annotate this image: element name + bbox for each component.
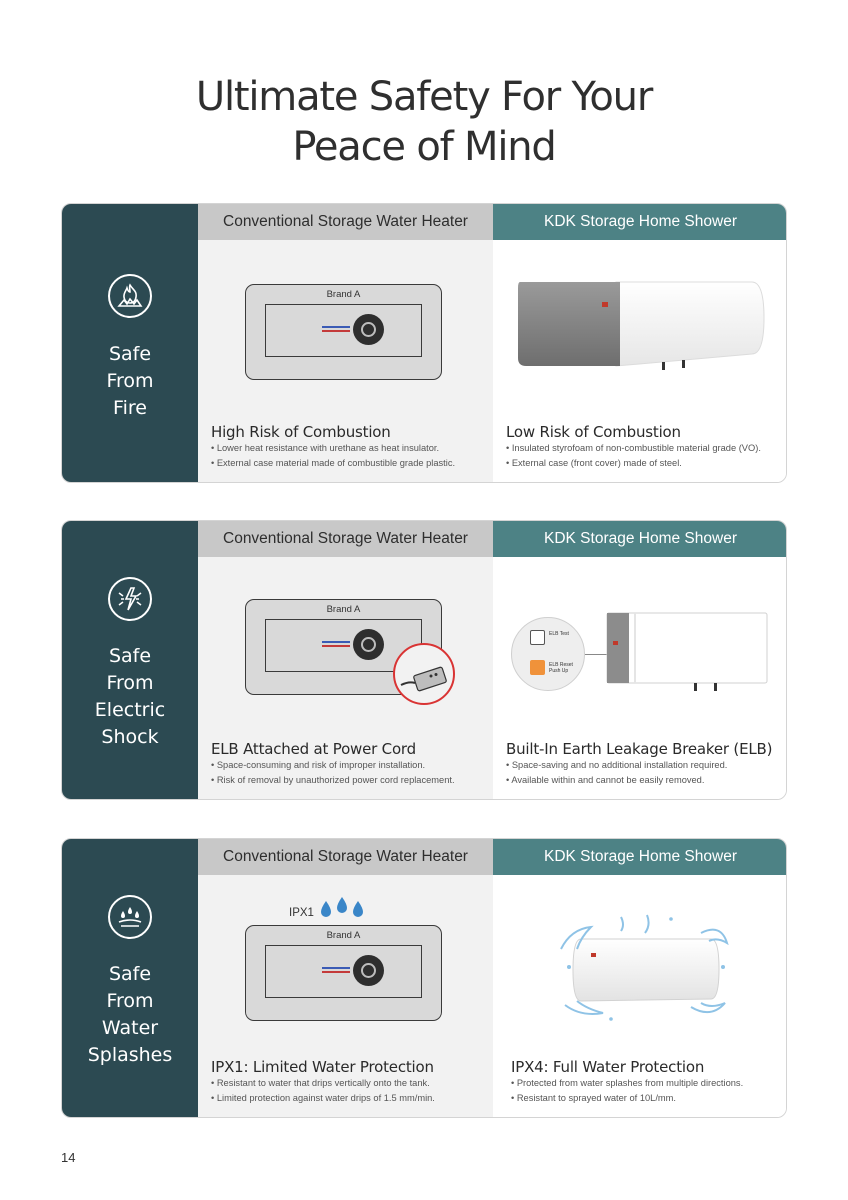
feature-title: Built-In Earth Leakage Breaker (ELB) <box>506 740 773 758</box>
feature-point: • Available within and cannot be easily removed. <box>506 775 705 785</box>
feature-point: • Risk of removal by unauthorized power cord replacement. <box>211 775 455 785</box>
kdk-panel <box>493 240 787 483</box>
feature-point: • Resistant to sprayed water of 10L/mm. <box>511 1093 676 1103</box>
temperature-lines-icon <box>322 326 350 333</box>
conventional-panel <box>198 557 493 800</box>
safety-card-water-splashes <box>61 838 787 1118</box>
side-label-line: From <box>106 672 154 694</box>
feature-point: • External case (front cover) made of steel. <box>506 458 682 468</box>
safety-card-fire <box>61 203 787 483</box>
side-label-line: From <box>106 370 154 392</box>
feature-point: • External case material made of combustible grade plastic. <box>211 458 456 468</box>
callout-line <box>585 654 607 655</box>
water-splash-icon <box>108 895 152 939</box>
kdk-tank-illustration <box>606 611 770 693</box>
feature-point: • Lower heat resistance with urethane as heat insulator. <box>211 443 440 453</box>
kdk-header: KDK Storage Home Shower <box>493 521 787 557</box>
side-label <box>62 643 198 751</box>
page-title-line-2: Peace of Mind <box>292 124 556 170</box>
side-label-line: From <box>106 990 154 1012</box>
elb-reset-label: ELB Reset Push Up <box>549 662 573 674</box>
elb-test-label: ELB Test <box>549 631 569 637</box>
conventional-header: Conventional Storage Water Heater <box>198 521 493 557</box>
temperature-lines-icon <box>322 967 350 974</box>
elb-test-button-icon <box>530 630 545 645</box>
page-number: 14 <box>61 1150 76 1165</box>
heater-control-panel <box>265 304 422 357</box>
kdk-header: KDK Storage Home Shower <box>493 839 787 875</box>
kdk-tank-splash-illustration <box>551 909 731 1029</box>
feature-title: IPX4: Full Water Protection <box>511 1058 705 1076</box>
feature-point: • Protected from water splashes from multiple directions. <box>511 1078 744 1088</box>
conventional-panel <box>198 240 493 483</box>
temperature-lines-icon <box>322 641 350 648</box>
page-title <box>0 72 848 172</box>
side-label-line: Safe <box>108 343 152 365</box>
control-knob-icon <box>353 955 384 986</box>
side-label-line: Fire <box>113 397 147 419</box>
feature-point: • Space-saving and no additional installation required. <box>506 760 728 770</box>
safety-card-electric-shock <box>61 520 787 800</box>
conventional-heater-illustration <box>245 925 442 1021</box>
brand-label: Brand A <box>326 289 361 300</box>
feature-title: ELB Attached at Power Cord <box>211 740 416 758</box>
side-label-line: Water <box>101 1017 159 1039</box>
conventional-heater-illustration <box>245 284 442 380</box>
kdk-panel <box>493 875 787 1118</box>
side-label-line: Shock <box>101 726 159 748</box>
kdk-header: KDK Storage Home Shower <box>493 204 787 240</box>
fire-icon <box>108 274 152 318</box>
feature-title: Low Risk of Combustion <box>506 423 681 441</box>
side-label-line: Safe <box>108 645 152 667</box>
side-panel <box>62 204 198 482</box>
control-knob-icon <box>353 314 384 345</box>
side-label-line: Safe <box>108 963 152 985</box>
ipx1-label: IPX1 <box>289 907 314 919</box>
feature-point: • Resistant to water that drips vertically onto the tank. <box>211 1078 430 1088</box>
side-panel <box>62 521 198 799</box>
heater-control-panel <box>265 945 422 998</box>
side-label-line: Electric <box>94 699 166 721</box>
water-drops-icon <box>318 897 370 921</box>
side-panel <box>62 839 198 1117</box>
conventional-header: Conventional Storage Water Heater <box>198 839 493 875</box>
side-label <box>62 341 198 422</box>
side-label <box>62 961 198 1069</box>
conventional-panel <box>198 875 493 1118</box>
brand-label: Brand A <box>326 930 361 941</box>
feature-point: • Limited protection against water drips of 1.5 mm/min. <box>211 1093 435 1103</box>
feature-point: • Insulated styrofoam of non-combustible material grade (VO). <box>506 443 761 453</box>
kdk-tank-illustration <box>516 278 766 374</box>
feature-point: • Space-consuming and risk of improper installation. <box>211 760 426 770</box>
control-knob-icon <box>353 629 384 660</box>
feature-title: High Risk of Combustion <box>211 423 391 441</box>
feature-title: IPX1: Limited Water Protection <box>211 1058 434 1076</box>
conventional-header: Conventional Storage Water Heater <box>198 204 493 240</box>
elb-closeup <box>511 617 585 691</box>
side-label-line: Splashes <box>87 1044 173 1066</box>
power-cord-elb-icon <box>393 643 455 705</box>
kdk-panel <box>493 557 787 800</box>
page-title-line-1: Ultimate Safety For Your <box>195 74 653 120</box>
elb-reset-button-icon <box>530 660 545 675</box>
brand-label: Brand A <box>326 604 361 615</box>
electric-shock-icon <box>108 577 152 621</box>
